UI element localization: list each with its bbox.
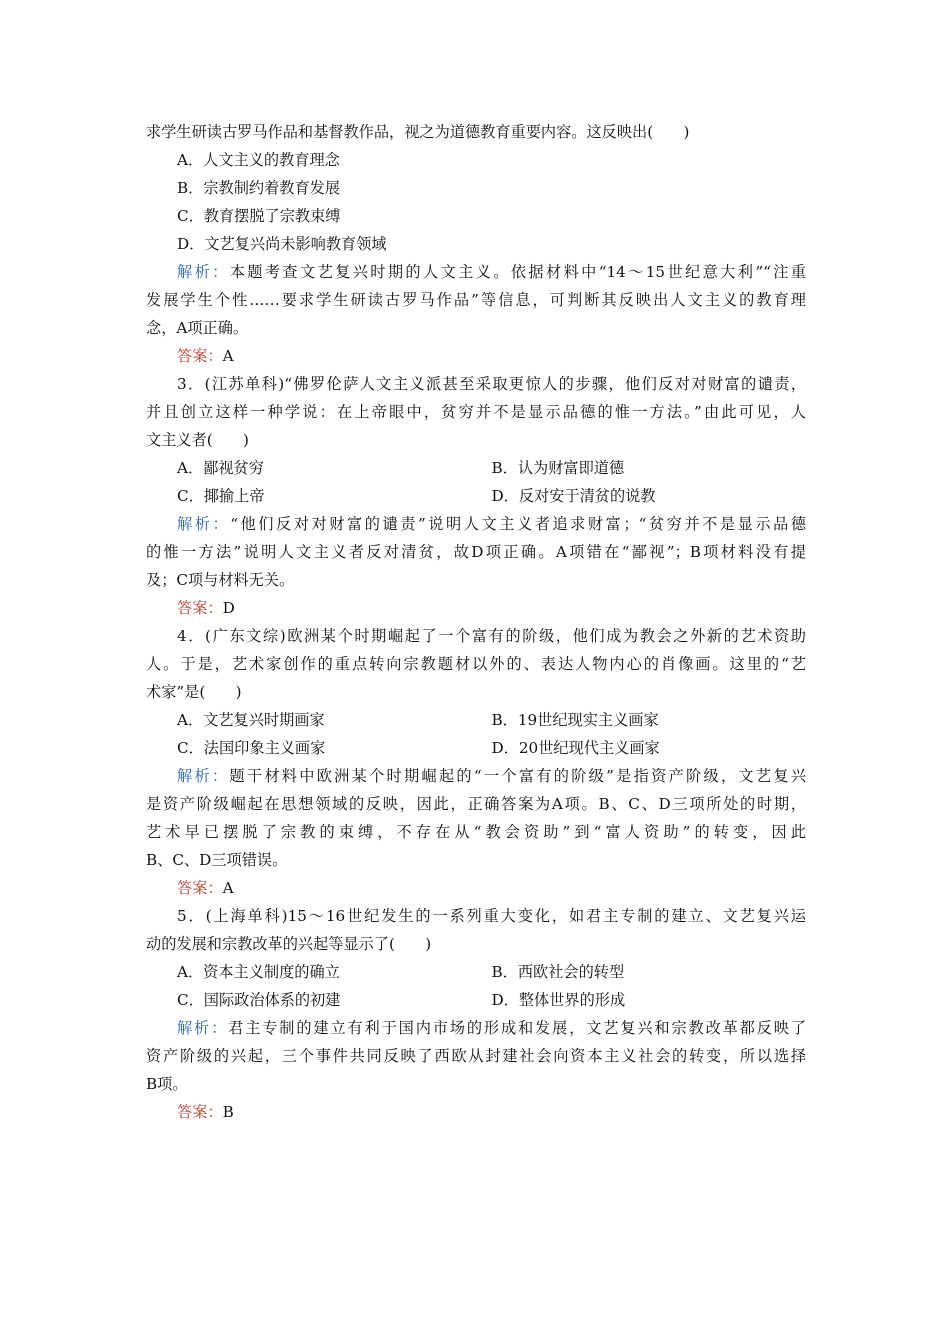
q5-stem-line-2: 动的发展和宗教改革的兴起等显示了( ): [146, 935, 432, 953]
q3-analysis-text-1: “他们反对对财富的谴责”说明人文主义者追求财富；“贫穷并不是显示品德: [230, 515, 807, 533]
q2-option-b: B．宗教制约着教育发展: [177, 179, 341, 197]
q5-option-d: D．整体世界的形成: [491, 991, 626, 1009]
q3-stem-line-2: 并且创立这样一种学说：在上帝眼中，贫穷并不是显示品德的惟一方法。”由此可见，人: [146, 403, 806, 421]
q5-analysis-line-3: B项。: [146, 1075, 188, 1093]
q5-options-row-1: [146, 958, 806, 986]
q4-analysis-line-2: 是资产阶级崛起在思想领域的反映，因此，正确答案为A项。B、C、D三项所处的时期，: [146, 795, 806, 813]
q3-options-row-2: [146, 482, 806, 510]
q2-answer-value: A: [222, 347, 234, 365]
q4-analysis-line-4: B、C、D三项错误。: [146, 851, 288, 869]
q4-answer: [146, 874, 806, 902]
q3-analysis-label: 解析：: [177, 515, 231, 533]
q5-analysis-label: 解析：: [177, 1019, 229, 1037]
q5-stem-line-1: 5．(上海单科)15～16世纪发生的一系列重大变化，如君主专制的建立、文艺复兴运: [177, 907, 806, 925]
q4-option-a: A．文艺复兴时期画家: [177, 711, 325, 729]
q3-option-a: A．鄙视贫穷: [177, 459, 264, 477]
q3-option-b: B．认为财富即道德: [491, 459, 625, 477]
q4-stem-line-3: 术家”是( ): [146, 683, 242, 701]
q4-analysis-line-3: 艺术早已摆脱了宗教的束缚，不存在从“教会资助”到“富人资助”的转变，因此: [146, 823, 806, 841]
q5-analysis-text-1: 君主专制的建立有利于国内市场的形成和发展，文艺复兴和宗教改革都反映了: [228, 1019, 807, 1037]
document-content: [146, 118, 806, 1126]
q4-analysis-text-1: 题干材料中欧洲某个时期崛起的“一个富有的阶级”是指资产阶级，文艺复兴: [229, 767, 806, 785]
q3-options-row-1: [146, 454, 806, 482]
q5-option-c: C．国际政治体系的初建: [177, 991, 341, 1009]
q2-stem-tail: 求学生研读古罗马作品和基督教作品，视之为道德教育重要内容。这反映出( ): [146, 123, 690, 141]
q5-answer-value: B: [222, 1103, 234, 1121]
q5-analysis-line-1: [146, 1014, 806, 1042]
q2-analysis-line-3: 念，A项正确。: [146, 319, 249, 337]
q3-answer: [146, 594, 806, 622]
q2-option-c: C．教育摆脱了宗教束缚: [177, 207, 341, 225]
q4-analysis-label: 解析：: [177, 767, 230, 785]
q5-answer-label: 答案：: [177, 1103, 223, 1121]
q3-answer-label: 答案：: [177, 599, 223, 617]
q5-options-row-2: [146, 986, 806, 1014]
q4-stem-line-1: 4．(广东文综)欧洲某个时期崛起了一个富有的阶级，他们成为教会之外新的艺术资助: [177, 627, 806, 645]
q3-analysis-line-2: 的惟一方法”说明人文主义者反对清贫，故D项正确。A项错在“鄙视”；B项材料没有提: [146, 543, 806, 561]
q2-analysis-line-1: [146, 258, 806, 286]
q2-option-d: D．文艺复兴尚未影响教育领域: [177, 235, 387, 253]
q4-answer-value: A: [222, 879, 234, 897]
q3-answer-value: D: [222, 599, 235, 617]
q5-option-b: B．西欧社会的转型: [491, 963, 625, 981]
q4-stem-line-2: 人。于是，艺术家创作的重点转向宗教题材以外的、表达人物内心的肖像画。这里的“艺: [146, 655, 806, 673]
q5-option-a: A．资本主义制度的确立: [177, 963, 340, 981]
q5-analysis-line-2: 资产阶级的兴起，三个事件共同反映了西欧从封建社会向资本主义社会的转变，所以选择: [146, 1047, 806, 1065]
q4-option-b: B．19世纪现实主义画家: [491, 711, 659, 729]
q2-answer-label: 答案：: [177, 347, 223, 365]
q4-options-row-1: [146, 706, 806, 734]
q3-analysis-line-1: [146, 510, 806, 538]
q3-analysis-line-3: 及；C项与材料无关。: [146, 571, 295, 589]
q4-option-c: C．法国印象主义画家: [177, 739, 326, 757]
q4-analysis-line-1: [146, 762, 806, 790]
q3-stem-line-1: 3．(江苏单科)“佛罗伦萨人文主义派甚至采取更惊人的步骤，他们反对对财富的谴责，: [177, 375, 806, 393]
q4-answer-label: 答案：: [177, 879, 223, 897]
q2-analysis-line-2: 发展学生个性……要求学生研读古罗马作品”等信息，可判断其反映出人文主义的教育理: [146, 291, 806, 309]
q3-option-c: C．揶揄上帝: [177, 487, 265, 505]
q5-answer: [146, 1098, 806, 1126]
q3-stem-line-3: 文主义者( ): [146, 431, 249, 449]
q4-option-d: D．20世纪现代主义画家: [491, 739, 660, 757]
q4-options-row-2: [146, 734, 806, 762]
q2-answer: [146, 342, 806, 370]
q3-option-d: D．反对安于清贫的说教: [491, 487, 656, 505]
q2-analysis-label: 解析：: [177, 263, 230, 281]
q2-option-a: A．人文主义的教育理念: [177, 151, 340, 169]
q2-analysis-text-1: 本题考查文艺复兴时期的人文主义。依据材料中“14～15世纪意大利”“注重: [229, 263, 806, 281]
